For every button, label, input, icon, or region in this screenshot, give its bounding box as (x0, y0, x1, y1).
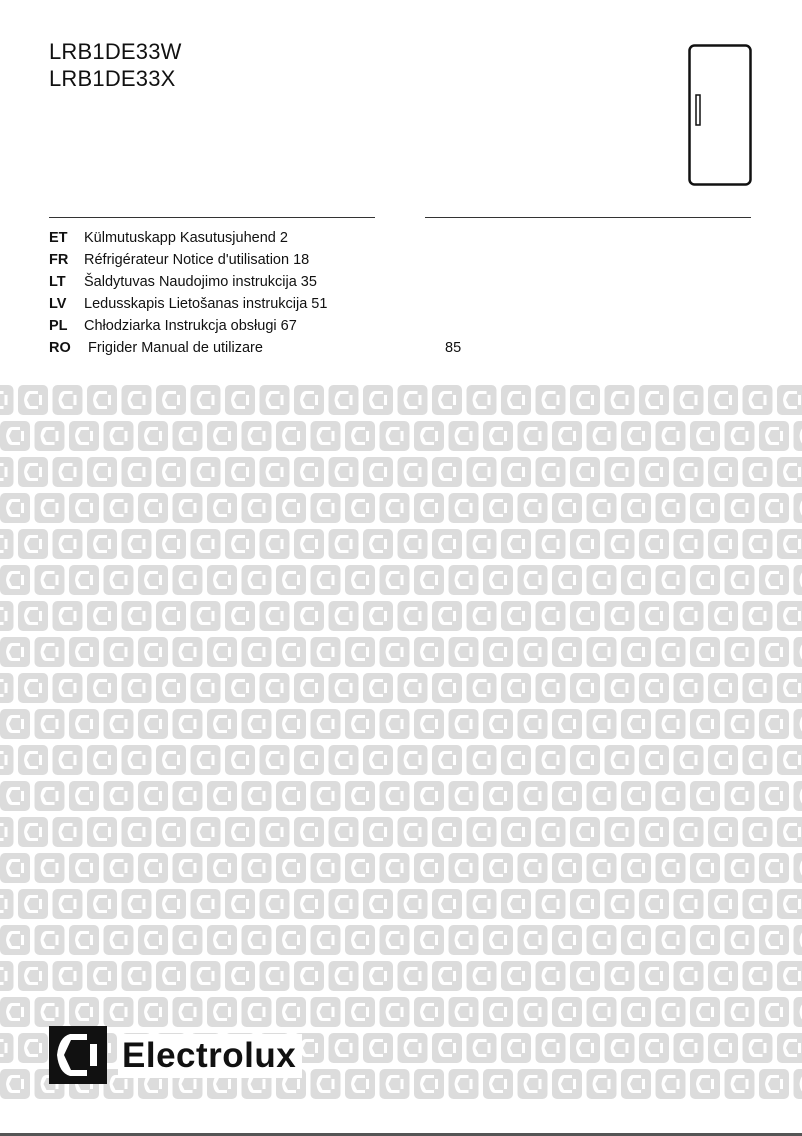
language-code: PL (49, 318, 68, 334)
model-number: LRB1DE33X (49, 66, 176, 91)
refrigerator-icon (688, 44, 752, 186)
language-row (49, 293, 327, 315)
language-row (49, 315, 327, 337)
pattern-row (0, 961, 802, 992)
pattern-row (0, 493, 802, 524)
divider-right (425, 217, 751, 218)
language-title: Šaldytuvas Naudojimo instrukcija 35 (84, 274, 317, 290)
divider-left (49, 217, 375, 218)
model-number: LRB1DE33W (49, 39, 182, 64)
pattern-row (0, 673, 802, 704)
model-numbers (49, 38, 182, 92)
pattern-row (0, 637, 802, 668)
pattern-row (0, 853, 802, 884)
language-code: LT (49, 274, 66, 290)
pattern-row (0, 817, 802, 848)
pattern-row (0, 745, 802, 776)
language-title: Réfrigérateur Notice d'utilisation 18 (84, 252, 310, 268)
language-list (49, 227, 462, 359)
language-title: Ledusskapis Lietošanas instrukcija 51 (84, 296, 328, 312)
language-title: Külmutuskapp Kasutusjuhend 2 (84, 230, 288, 246)
brand-pattern-background (0, 385, 802, 1118)
language-code: LV (49, 296, 67, 312)
brand-wordmark: Electrolux (118, 1034, 302, 1078)
pattern-row (0, 385, 802, 416)
language-code: RO (49, 340, 71, 356)
language-title: Chłodziarka Instrukcja obsługi 67 (84, 318, 297, 334)
language-row (49, 337, 462, 359)
language-code: FR (49, 252, 69, 268)
electrolux-logo-icon (49, 1026, 107, 1084)
pattern-row (0, 781, 802, 812)
language-page: 85 (445, 340, 462, 356)
pattern-row (0, 709, 802, 740)
pattern-row (0, 421, 802, 452)
pattern-row (0, 925, 802, 956)
language-row (49, 271, 327, 293)
language-code: ET (49, 230, 68, 246)
language-title: Frigider Manual de utilizare (84, 340, 263, 356)
pattern-row (0, 601, 802, 632)
pattern-row (0, 457, 802, 488)
language-row (49, 227, 327, 249)
pattern-row (0, 997, 802, 1028)
pattern-row (0, 529, 802, 560)
pattern-row (0, 565, 802, 596)
pattern-row (0, 889, 802, 920)
language-row (49, 249, 327, 271)
